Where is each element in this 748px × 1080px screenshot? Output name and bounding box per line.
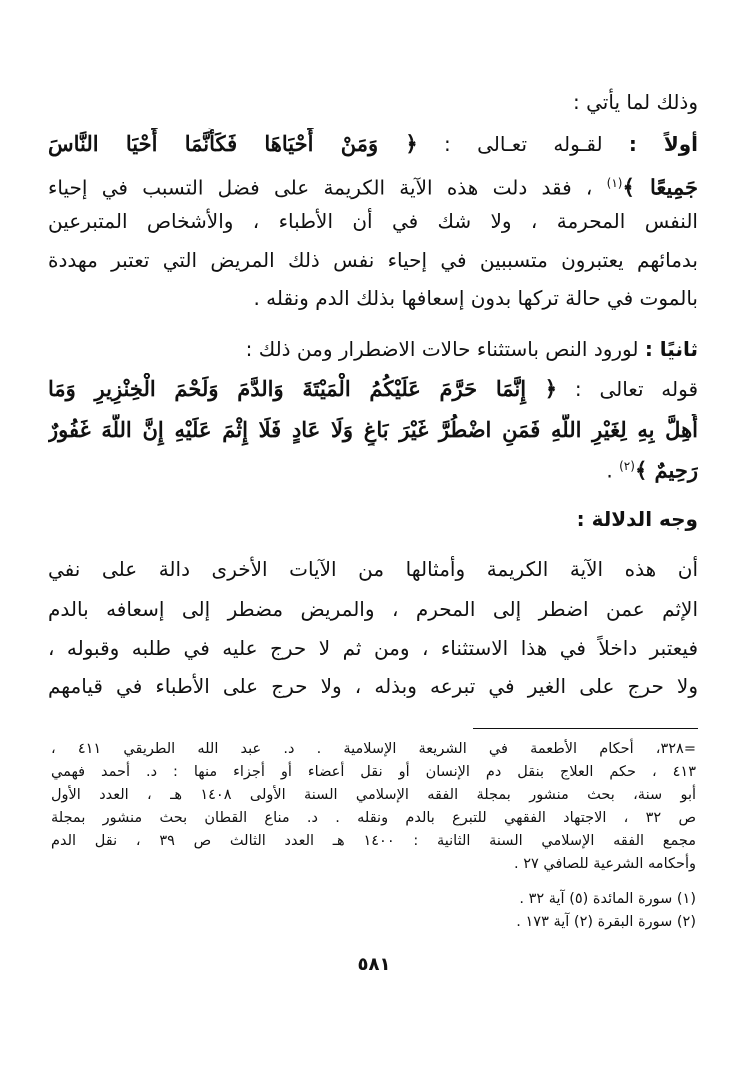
footnote-continued-line-3: أبو سنة، بحث منشور بمجلة الفقه الإسلامي السنة الأولى ١٤٠٨ هـ ، العدد الأول: [51, 787, 696, 803]
second-point-text: لورود النص باستثناء حالات الاضطرار ومن ذلك :: [245, 337, 639, 361]
evidence-line-4: ولا حرج على الغير في تبرعه وبذله ، ولا حرج على الأطباء في قيامهم: [48, 674, 698, 698]
evidence-line-2: الإثم عمن اضطر إلى المحرم ، والمريض مضطر إلى إسعافه بالدم: [48, 597, 698, 621]
first-point-line-1: [48, 128, 698, 160]
section-heading: وجه الدلالة :: [576, 507, 698, 531]
evidence-line-3: فيعتبر داخلاً في هذا الاستثناء ، ومن ثم لا حرج عليه في طلبه وقبوله ،: [48, 636, 698, 660]
intro-line: وذلك لما يأتي :: [573, 90, 698, 114]
verse-baqarah-part-1: ﴿ إِنَّمَا حَرَّمَ عَلَيْكُمُ الْمَيْتَةَ وَالدَّمَ وَلَحْمَ الْخِنْزِيرِ وَمَا: [48, 376, 558, 401]
first-point-line-2: [48, 167, 698, 204]
first-point-line-4: بدمائهم يعتبرون متسببين في إحياء نفس ذلك المريض التي تعتبر مهددة: [48, 248, 698, 272]
page-number: ٥٨١: [357, 954, 391, 975]
first-point-line-5: بالموت في حالة تركها بدون إسعافها بذلك الدم ونقله .: [253, 286, 698, 310]
footnote-continued-line-4: ص ٣٢ ، الاجتهاد الفقهي للتبرع بالدم ونقله . د. مناع القطان بحث منشور بمجلة: [51, 810, 696, 826]
footnote-1: (١) سورة المائدة (٥) آية ٣٢ .: [519, 891, 696, 907]
first-point-label: أولاً :: [628, 132, 698, 156]
verse-maidah-part-1: ﴿ وَمَنْ أَحْيَاهَا فَكَأَنَّمَا أَحْيَا النَّاسَ: [48, 131, 418, 156]
footnote-continued-line-1: =٣٢٨، أحكام الأطعمة في الشريعة الإسلامية . د. عبد الله الطريقي ٤١١ ،: [51, 741, 696, 757]
second-point-prefix: قوله تعالى :: [574, 377, 698, 401]
verse-maidah-part-2: جَمِيعًا ﴾: [622, 174, 698, 200]
verse-baqarah-line-1: [48, 373, 698, 405]
verse-baqarah-part-3: رَحِيمٌ ﴾: [634, 457, 698, 483]
verse-baqarah-line-3: [48, 450, 698, 487]
footnote-divider: [473, 728, 698, 729]
first-point-line-3: النفس المحرمة ، ولا شك في أن الأطباء ، والأشخاص المتبرعين: [48, 209, 698, 233]
footnote-continued-line-5: مجمع الفقه الإسلامي السنة الثانية : ١٤٠٠ هـ العدد الثالث ص ٣٩ ، نقل الدم: [51, 833, 696, 849]
first-point-prefix: لقـوله تعـالى :: [444, 132, 603, 156]
verse-baqarah-end: .: [606, 458, 613, 483]
second-point-line: [48, 333, 698, 365]
footnote-2: (٢) سورة البقرة (٢) آية ١٧٣ .: [516, 914, 696, 930]
verse-baqarah-part-2: أُهِلَّ بِهِ لِغَيْرِ اللَّهِ فَمَنِ اضْطُرَّ غَيْرَ بَاغٍ وَلَا عَادٍ فَلَا إِثْمَ عَلَيْهِ إِنَّ اللَّهَ غَفُورٌ: [48, 417, 698, 442]
footnote-continued-line-6: وأحكامه الشرعية للصافي ٢٧ .: [514, 856, 696, 872]
footnote-ref-1: (١): [606, 176, 623, 190]
footnote-continued-line-2: ٤١٣ ، حكم العلاج بنقل دم الإنسان أو نقل أعضاء أو أجزاء منها : د. أحمد فهمي: [51, 764, 696, 780]
evidence-line-1: أن هذه الآية الكريمة وأمثالها من الآيات الأخرى دالة على نفي: [48, 557, 698, 581]
first-point-text-1: ، فقد دلت هذه الآية الكريمة على فضل التسبب في إحياء: [48, 175, 593, 200]
footnote-ref-2: (٢): [619, 459, 635, 473]
second-point-label: ثانيًا :: [644, 337, 698, 361]
